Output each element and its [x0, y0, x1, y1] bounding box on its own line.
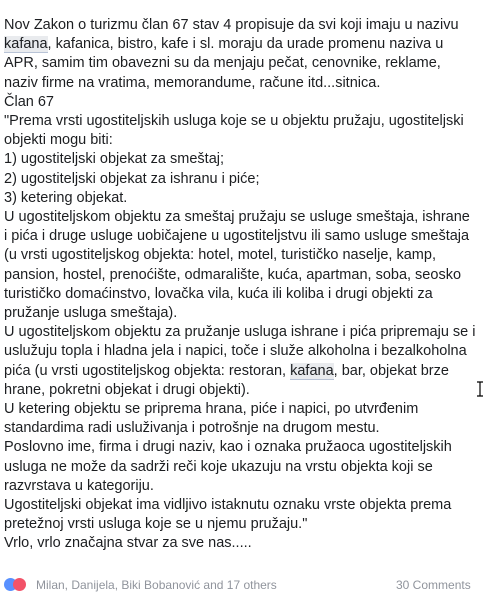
post-footer	[0, 576, 483, 590]
paragraph-text: Poslovno ime, firma i drugi naziv, kao i oznaka pružaoca ugostiteljskih usluga ne može da sadrži reči koje ukazuju na vrstu objekta koji se razvrstava u kategoriju.	[4, 439, 452, 494]
love-icon	[13, 578, 26, 591]
post-paragraph	[4, 400, 476, 438]
post-paragraph	[4, 438, 476, 496]
hashtag-link-kafana[interactable]: kafana	[290, 362, 334, 379]
paragraph-text: "Prema vrsti ugostiteljskih usluga koje se u objektu pružaju, ugostiteljski objekti mogu biti:	[4, 113, 464, 149]
reaction-names[interactable]: Milan, Danijela, Biki Bobanović and 17 others	[36, 578, 277, 592]
post-paragraph	[4, 170, 476, 189]
paragraph-text: U ugostiteljskom objektu za smeštaj pružaju se usluge smeštaja, ishrane i pića i druge usluge uobičajene u ugostiteljstvu ili samo usluge smeštaja (u vrsti ugostiteljskog objekta: hotel, motel, turističko naselje, kamp, pansion, hostel, prenoćište, odmaralište, kuća, apartman, soba, seosko turističko domaćinstvo, lovačka vila, kuća ili koliba i drugi objekti za pružanje usluga smeštaja).	[4, 209, 470, 322]
paragraph-text: 2) ugostiteljski objekat za ishranu i piće;	[4, 170, 260, 187]
post-paragraph	[4, 16, 476, 93]
reaction-icons[interactable]	[4, 576, 34, 590]
paragraph-text: Ugostiteljski objekat ima vidljivo istaknutu oznaku vrste objekta prema pretežnoj vrsti usluga koje se u njemu pružaju."	[4, 497, 452, 533]
post-paragraph	[4, 496, 476, 534]
post-paragraph	[4, 150, 476, 169]
post-body	[4, 16, 476, 554]
paragraph-text: Član 67	[4, 93, 54, 110]
comments-count-link[interactable]: 30 Comments	[396, 578, 471, 592]
hashtag-link-kafana[interactable]: kafana	[4, 36, 48, 53]
post-header	[0, 0, 483, 12]
paragraph-text: U ugostiteljskom objektu za pružanje usluga ishrane i pića pripremaju se i uslužuju topla i hladna jela i napici, toče i služe alkoholna i bezalkoholna pića (u vrsti ugostiteljskog objekta: restoran,	[4, 324, 476, 379]
post-paragraph	[4, 323, 476, 400]
text-cursor-icon	[476, 381, 483, 397]
post-paragraph	[4, 93, 476, 112]
paragraph-text: 1) ugostiteljski objekat za smeštaj;	[4, 151, 225, 168]
paragraph-text: Vrlo, vrlo značajna stvar za sve nas.....	[4, 535, 252, 552]
paragraph-text: Nov Zakon o turizmu član 67 stav 4 propisuje da svi koji imaju u nazivu	[4, 17, 459, 33]
post-paragraph	[4, 208, 476, 323]
paragraph-text: 3) ketering objekat.	[4, 189, 128, 206]
paragraph-text: , bar, objekat brze hrane, pokretni objekat i drugi objekti).	[4, 362, 449, 398]
post-paragraph	[4, 534, 476, 553]
paragraph-text: U ketering objektu se priprema hrana, piće i napici, po utvrđenim standardima radi usluživanja i potrošnje na drugom mestu.	[4, 401, 419, 437]
paragraph-text: , kafanica, bistro, kafe i sl. moraju da urade promenu naziva u APR, samim tim obavezni su da menjaju pečat, cenovnike, reklame, naziv firme na vratima, memorandume, račune itd...sitnica.	[4, 36, 444, 91]
post-paragraph	[4, 189, 476, 208]
post-paragraph	[4, 112, 476, 150]
